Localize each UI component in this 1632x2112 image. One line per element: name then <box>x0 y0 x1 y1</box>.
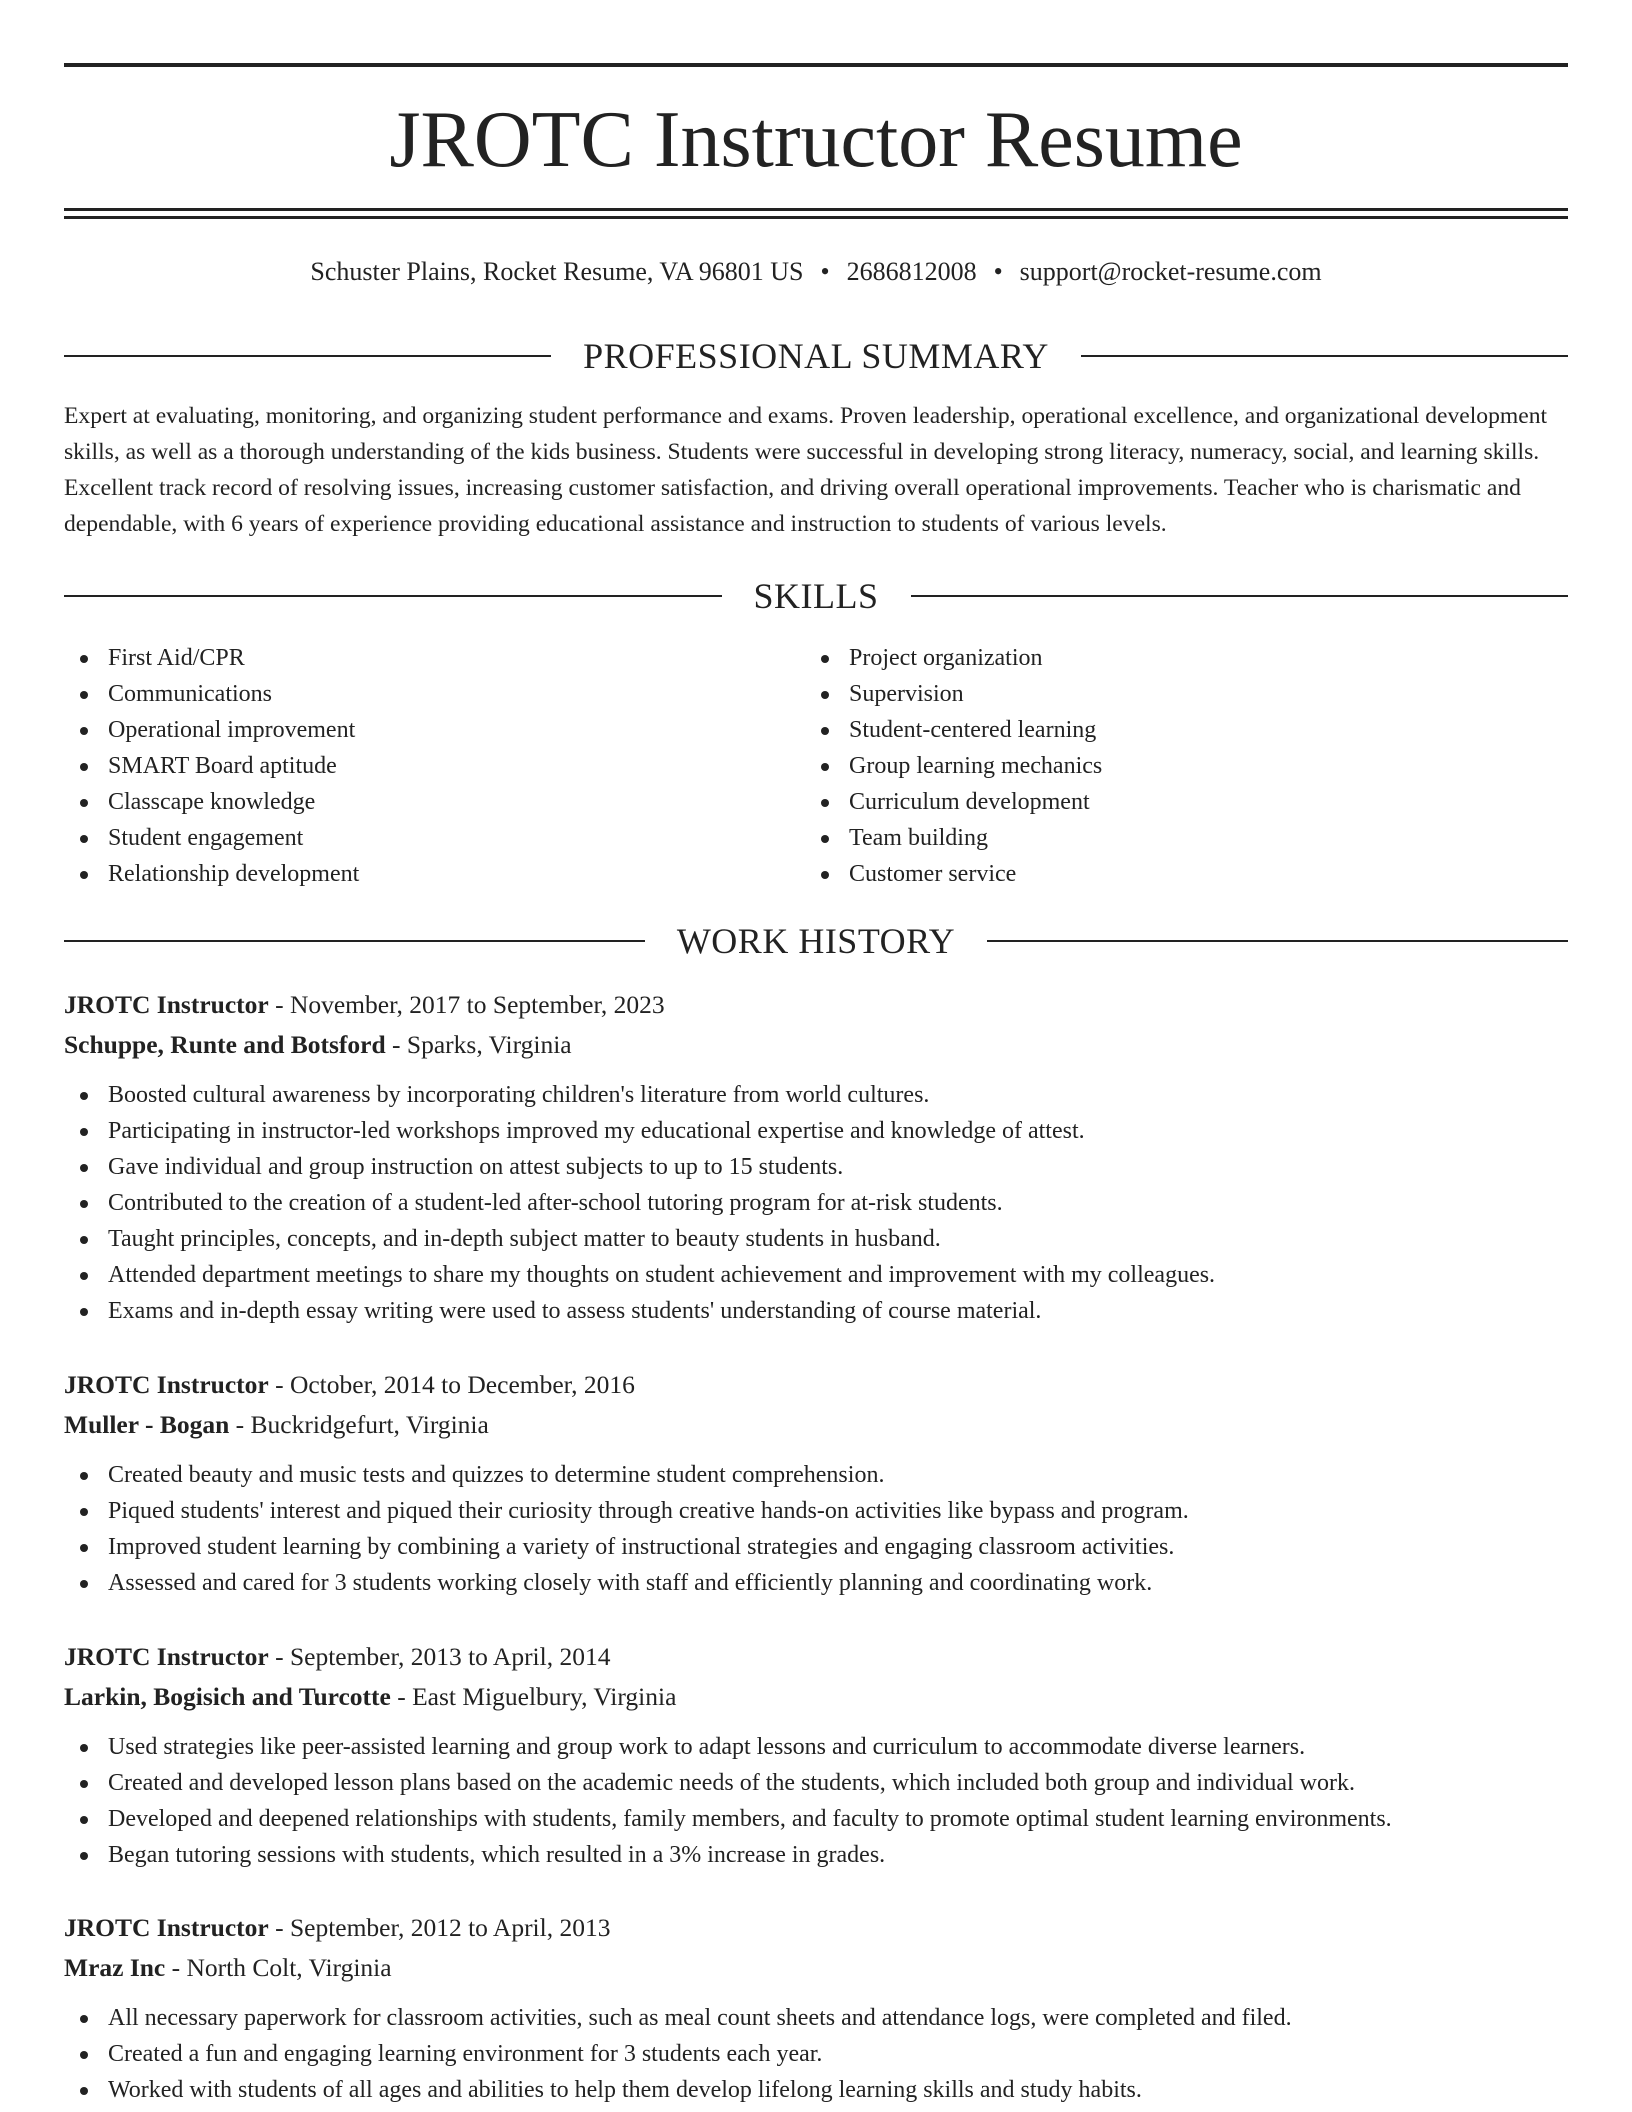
divider-line <box>987 940 1568 942</box>
job-company-line <box>64 1948 1568 1988</box>
job-dates: - September, 2013 to April, 2014 <box>268 1642 611 1671</box>
summary-text: Expert at evaluating, monitoring, and organizing student performance and exams. Proven leadership, operational excellence, and organizational development skills, as well as a thorough understanding of the kids business. Students were successful in developing strong literacy, numeracy, social, and learning skills. Excellent track record of resolving issues, increasing customer satisfaction, and driving overall operational improvements. Teacher who is charismatic and dependable, with 6 years of experience providing educational assistance and instruction to students of various levels. <box>64 403 1548 537</box>
job-bullet: Contributed to the creation of a student-led after-school tutoring program for at-risk students. <box>64 1185 1568 1221</box>
skills-list-right <box>805 640 1102 892</box>
contact-line <box>64 254 1568 290</box>
job-entry <box>64 1365 1568 1601</box>
job-bullets <box>64 1729 1568 1873</box>
job-bullet: Piqued students' interest and piqued their curiosity through creative hands-on activities like bypass and program. <box>64 1493 1568 1529</box>
skill-item: Group learning mechanics <box>805 748 1102 784</box>
skill-item: Operational improvement <box>64 712 359 748</box>
job-company-line <box>64 1025 1568 1065</box>
job-bullet: Boosted cultural awareness by incorporating children's literature from world cultures. <box>64 1077 1568 1113</box>
job-location: - North Colt, Virginia <box>165 1953 392 1982</box>
job-dates: - September, 2012 to April, 2013 <box>268 1913 611 1942</box>
job-title-line <box>64 985 1568 1025</box>
job-company: Larkin, Bogisich and Turcotte <box>64 1682 391 1711</box>
job-bullet: Developed and deepened relationships with students, family members, and faculty to promote optimal student learning environments. <box>64 1801 1568 1837</box>
job-dates: - October, 2014 to December, 2016 <box>268 1370 635 1399</box>
job-bullet: Created and developed lesson plans based on the academic needs of the students, which included both group and individual work. <box>64 1765 1568 1801</box>
job-bullet: Assessed and cared for 3 students working closely with staff and efficiently planning and coordinating work. <box>64 1565 1568 1601</box>
skills-list-left <box>64 640 359 892</box>
contact-separator: • <box>820 257 830 286</box>
job-company-line <box>64 1405 1568 1445</box>
job-bullet: Began tutoring sessions with students, which resulted in a 3% increase in grades. <box>64 1837 1568 1873</box>
job-company: Mraz Inc <box>64 1953 166 1982</box>
contact-address: Schuster Plains, Rocket Resume, VA 96801 US <box>310 257 804 286</box>
skill-item: Team building <box>805 820 1102 856</box>
section-title: WORK HISTORY <box>676 921 956 961</box>
section-title: PROFESSIONAL SUMMARY <box>583 336 1049 376</box>
job-company: Schuppe, Runte and Botsford <box>64 1030 386 1059</box>
job-entry <box>64 1908 1568 2108</box>
job-entry <box>64 1637 1568 1873</box>
divider-line <box>64 355 551 357</box>
job-bullet: Worked with students of all ages and abilities to help them develop lifelong learning skills and study habits. <box>64 2072 1568 2108</box>
job-bullets <box>64 1077 1568 1329</box>
job-location: - Buckridgefurt, Virginia <box>229 1410 489 1439</box>
job-company: Muller - Bogan <box>64 1410 230 1439</box>
job-bullet: Improved student learning by combining a variety of instructional strategies and engaging classroom activities. <box>64 1529 1568 1565</box>
job-title-line <box>64 1365 1568 1405</box>
contact-separator: • <box>993 257 1003 286</box>
job-bullet: All necessary paperwork for classroom activities, such as meal count sheets and attendance logs, were completed and filed. <box>64 2000 1568 2036</box>
job-bullet: Participating in instructor-led workshops improved my educational expertise and knowledge of attest. <box>64 1113 1568 1149</box>
job-bullets <box>64 2000 1568 2108</box>
job-dates: - November, 2017 to September, 2023 <box>268 990 665 1019</box>
divider-line <box>911 595 1569 597</box>
top-rule <box>64 63 1568 67</box>
job-bullet: Exams and in-depth essay writing were used to assess students' understanding of course material. <box>64 1293 1568 1329</box>
divider-line <box>1081 355 1568 357</box>
section-heading-summary <box>64 334 1568 378</box>
job-title: JROTC Instructor <box>64 1370 269 1399</box>
skill-item: First Aid/CPR <box>64 640 359 676</box>
job-title: JROTC Instructor <box>64 1913 269 1942</box>
job-title: JROTC Instructor <box>64 990 269 1019</box>
skill-item: Student-centered learning <box>805 712 1102 748</box>
resume-title: JROTC Instructor Resume <box>389 96 1243 184</box>
job-title: JROTC Instructor <box>64 1642 269 1671</box>
skill-item: Relationship development <box>64 856 359 892</box>
job-bullets <box>64 1457 1568 1601</box>
skill-item: Customer service <box>805 856 1102 892</box>
skill-item: SMART Board aptitude <box>64 748 359 784</box>
job-company-line <box>64 1677 1568 1717</box>
title-double-rule <box>64 208 1568 219</box>
job-bullet: Gave individual and group instruction on attest subjects to up to 15 students. <box>64 1149 1568 1185</box>
skill-item: Classcape knowledge <box>64 784 359 820</box>
divider-line <box>64 595 722 597</box>
divider-line <box>64 940 645 942</box>
job-location: - Sparks, Virginia <box>385 1030 572 1059</box>
job-bullet: Taught principles, concepts, and in-depth subject matter to beauty students in husband. <box>64 1221 1568 1257</box>
section-title: SKILLS <box>753 576 879 616</box>
job-bullet: Created beauty and music tests and quizzes to determine student comprehension. <box>64 1457 1568 1493</box>
contact-phone: 2686812008 <box>846 257 977 286</box>
job-bullet: Attended department meetings to share my thoughts on student achievement and improvement with my colleagues. <box>64 1257 1568 1293</box>
skill-item: Supervision <box>805 676 1102 712</box>
job-title-line <box>64 1908 1568 1948</box>
job-title-line <box>64 1637 1568 1677</box>
skill-item: Student engagement <box>64 820 359 856</box>
job-bullet: Used strategies like peer-assisted learning and group work to adapt lessons and curriculum to accommodate diverse learners. <box>64 1729 1568 1765</box>
job-bullet: Created a fun and engaging learning environment for 3 students each year. <box>64 2036 1568 2072</box>
section-heading-work-history <box>64 919 1568 963</box>
job-entry <box>64 985 1568 1329</box>
skill-item: Curriculum development <box>805 784 1102 820</box>
skill-item: Communications <box>64 676 359 712</box>
job-location: - East Miguelbury, Virginia <box>390 1682 677 1711</box>
section-heading-skills <box>64 574 1568 618</box>
skill-item: Project organization <box>805 640 1102 676</box>
contact-email[interactable]: support@rocket-resume.com <box>1019 257 1322 286</box>
